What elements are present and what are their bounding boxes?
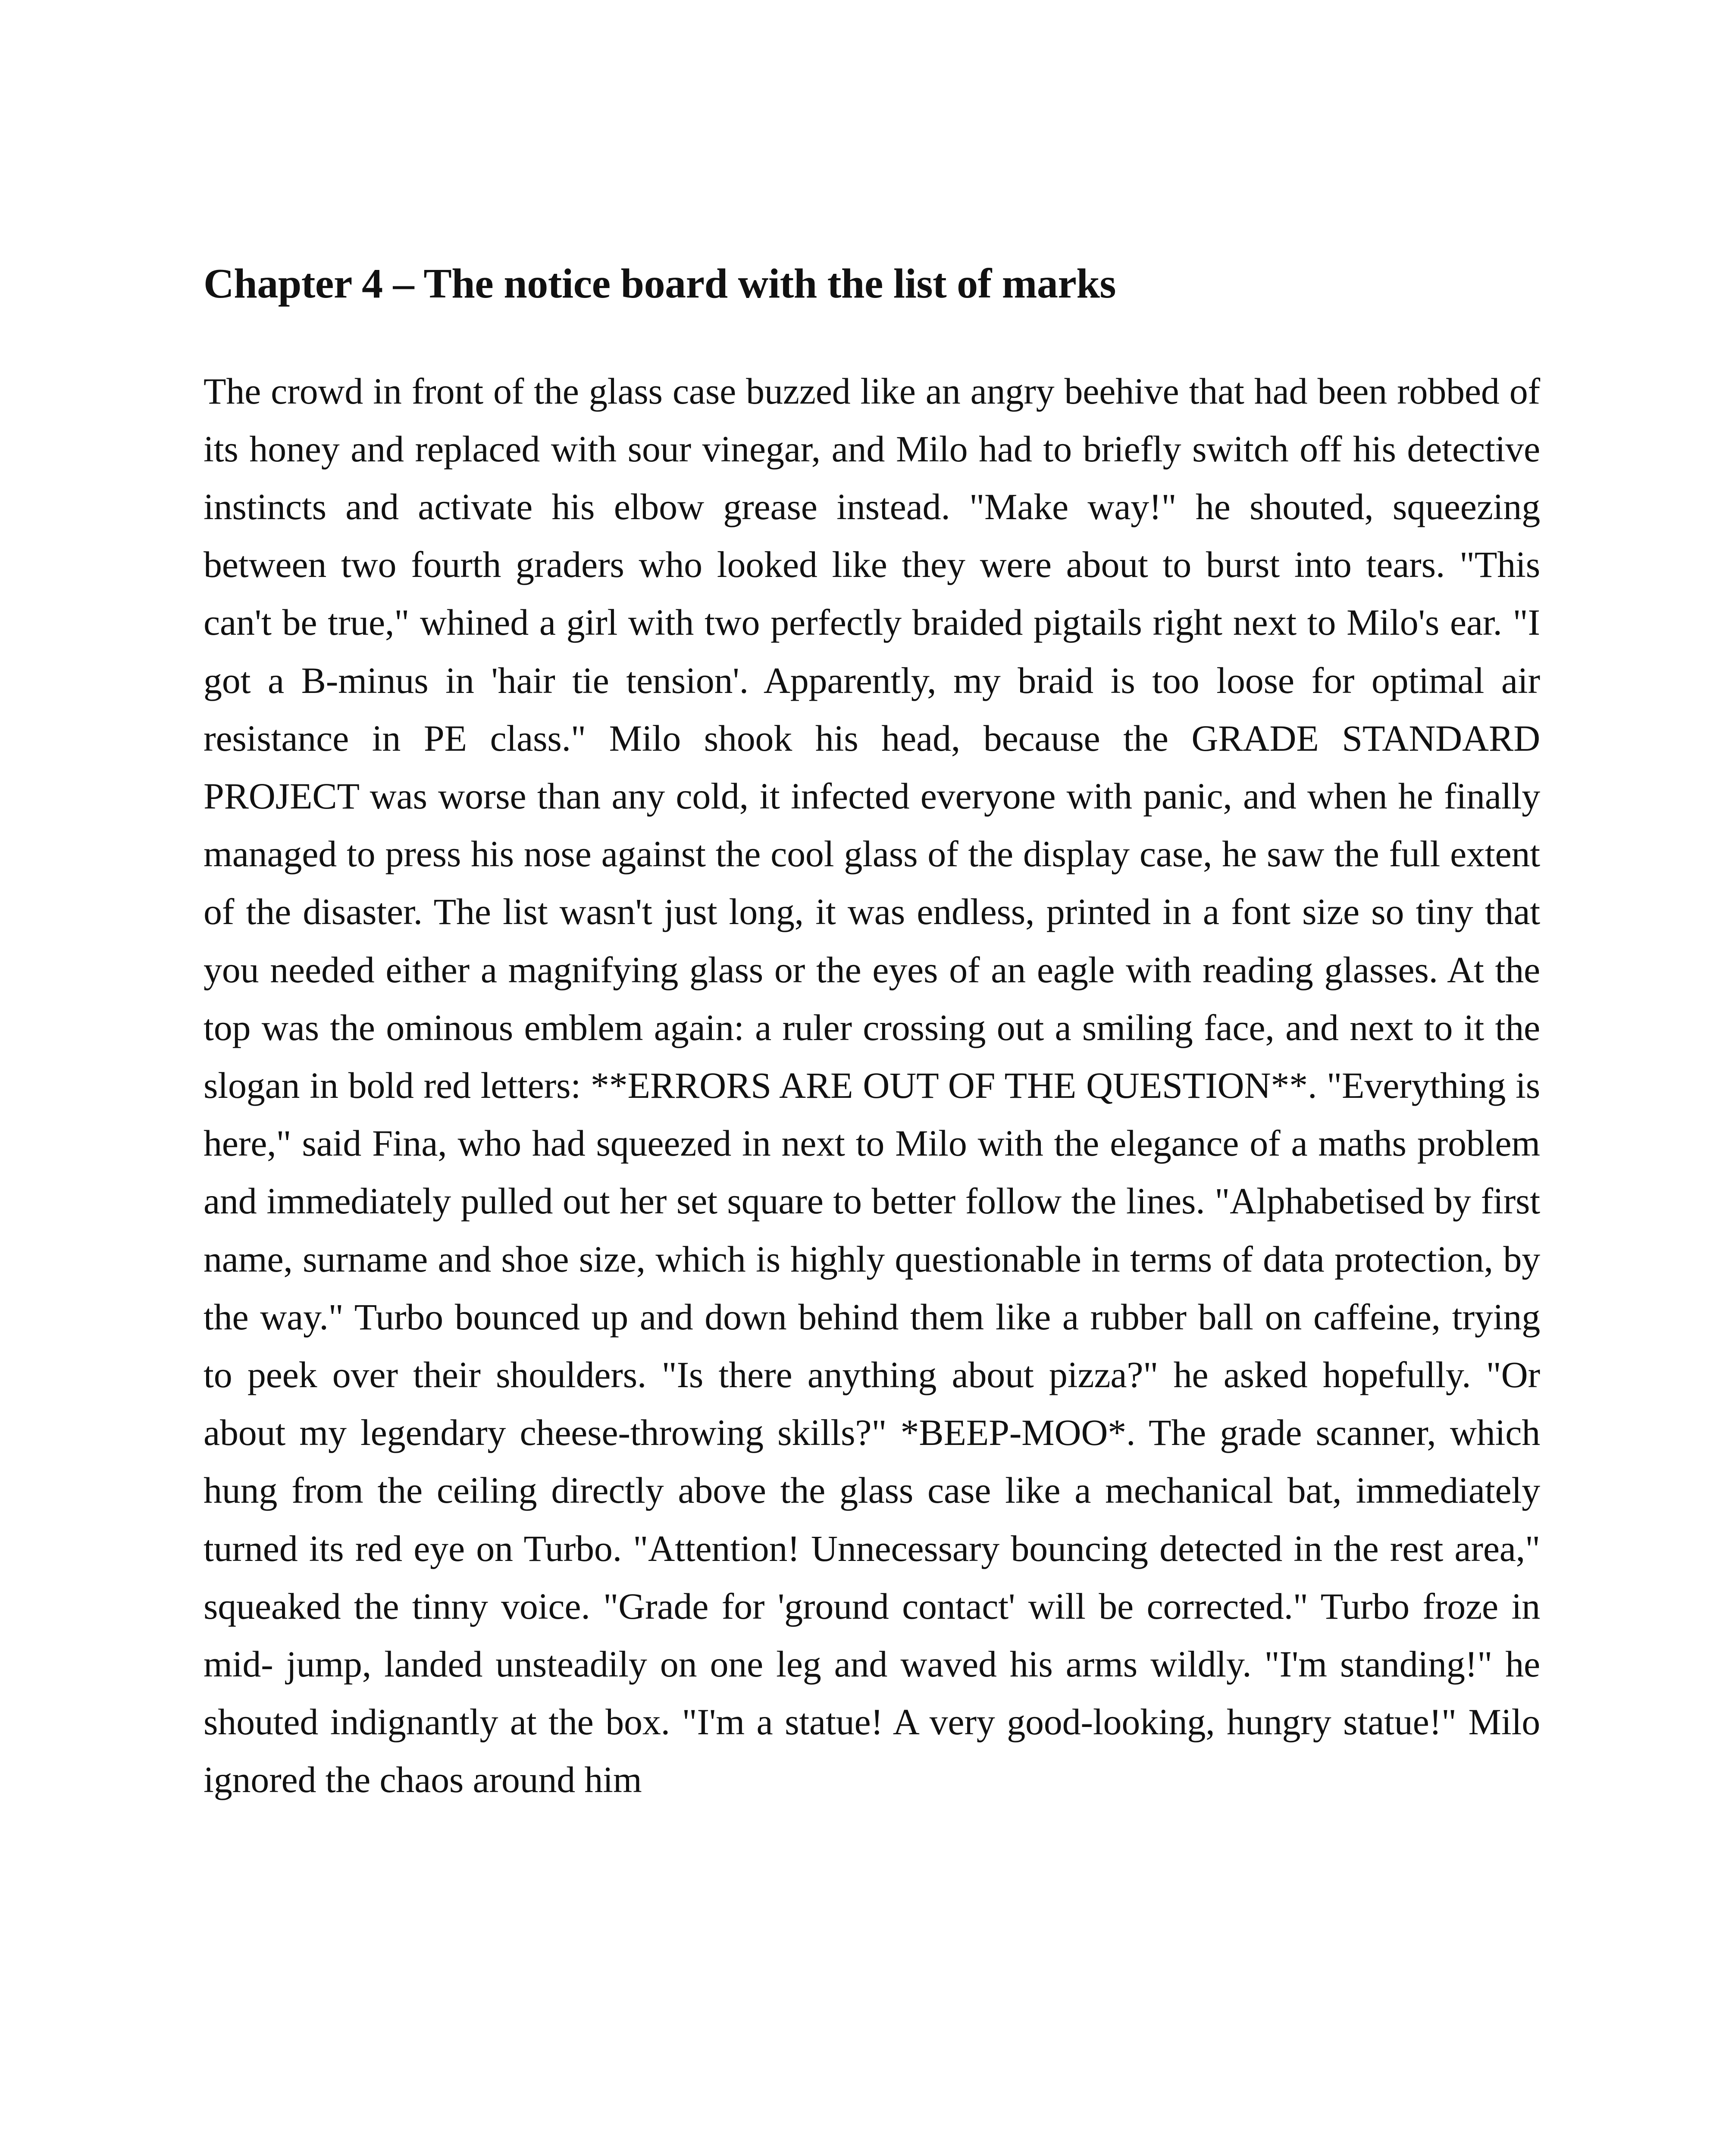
- page-content: [204, 259, 1540, 1809]
- chapter-title: Chapter 4 – The notice board with the list of marks: [204, 260, 1116, 307]
- chapter-body-paragraph: The crowd in front of the glass case buzzed like an angry beehive that had been robbed of its honey and replaced with sour vinegar, and Milo had to briefly switch off his detective instincts and activate his elbow grease instead. "Make way!" he shouted, squeezing between two fourth graders who looked like they were about to burst into tears. "This can't be true," whined a girl with two perfectly braided pigtails right next to Milo's ear. "I got a B-minus in 'hair tie tension'. Apparently, my braid is too loose for optimal air resistance in PE class." Milo shook his head, because the GRADE STANDARD PROJECT was worse than any cold, it infected everyone with panic, and when he finally managed to press his nose against the cool glass of the display case, he saw the full extent of the disaster. The list wasn't just long, it was endless, printed in a font size so tiny that you needed either a magnifying glass or the eyes of an eagle with reading glasses. At the top was the ominous emblem again: a ruler crossing out a smiling face, and next to it the slogan in bold red letters: **ERRORS ARE OUT OF THE QUESTION**. "Everything is here," said Fina, who had squeezed in next to Milo with the elegance of a maths problem and immediately pulled out her set square to better follow the lines. "Alphabetised by first name, surname and shoe size, which is highly questionable in terms of data protection, by the way." Turbo bounced up and down behind them like a rubber ball on caffeine, trying to peek over their shoulders. "Is there anything about pizza?" he asked hopefully. "Or about my legendary cheese-throwing skills?" *BEEP-MOO*. The grade scanner, which hung from the ceiling directly above the glass case like a mechanical bat, immediately turned its red eye on Turbo. "Attention! Unnecessary bouncing detected in the rest area," squeaked the tinny voice. "Grade for 'ground contact' will be corrected." Turbo froze in mid- jump, landed unsteadily on one leg and waved his arms wildly. "I'm standing!" he shouted indignantly at the box. "I'm a statue! A very good-looking, hungry statue!" Milo ignored the chaos around him: [204, 370, 1540, 1801]
